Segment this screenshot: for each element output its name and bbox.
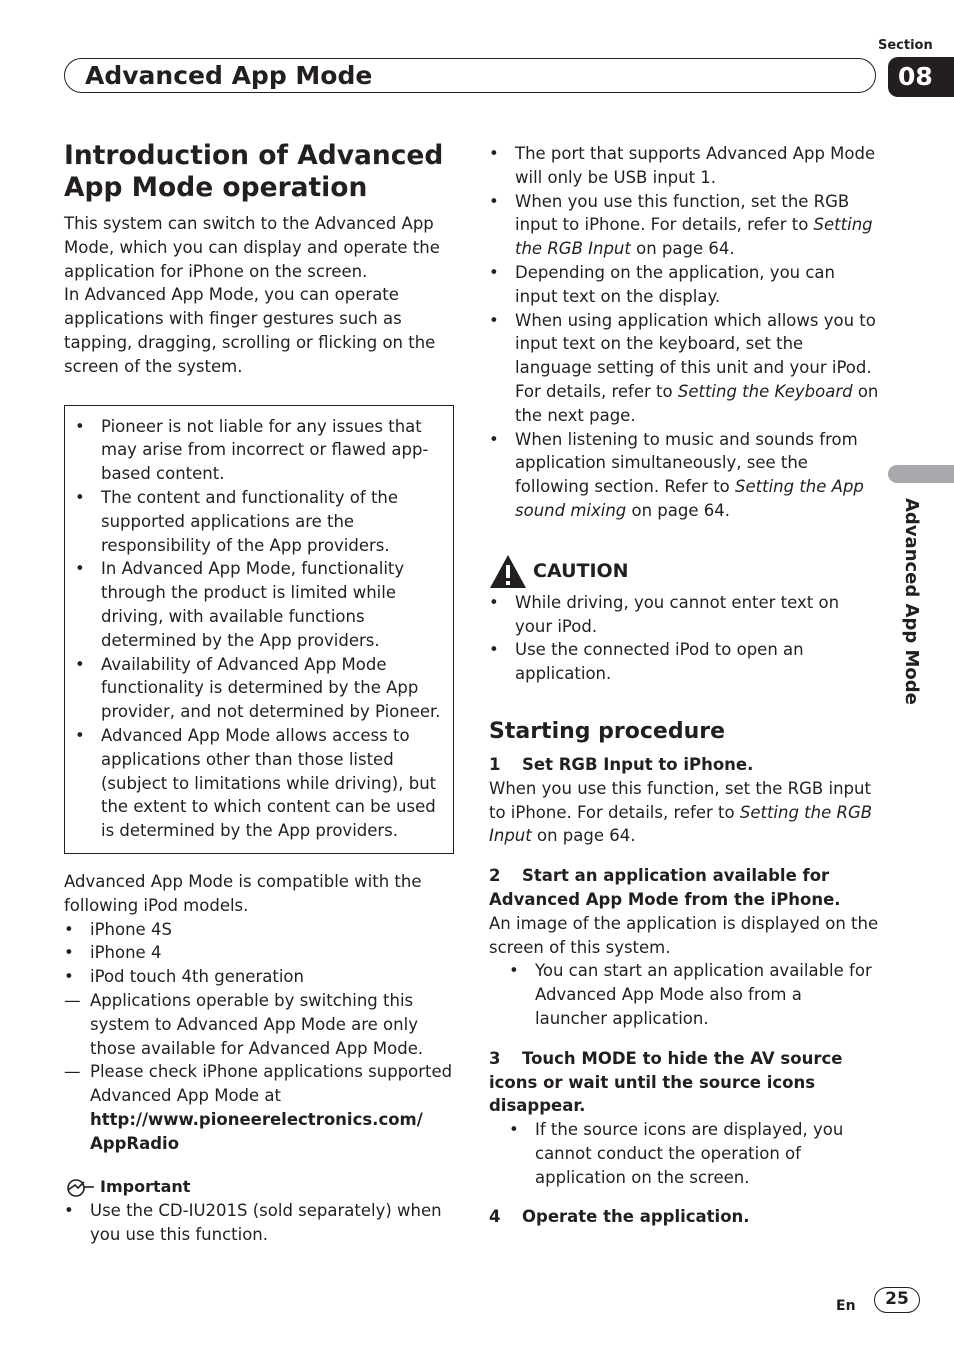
intro-paragraph-2: In Advanced App Mode, you can operate applications with finger gestures such as tapping, dragging, scrolling or flicking on the screen of the system. (64, 285, 436, 376)
caution-heading (489, 553, 879, 591)
step-heading (489, 864, 879, 912)
side-tab-marker (888, 465, 954, 483)
right-column (489, 142, 879, 1229)
note-text: When you use this function, set the RGB input to iPhone. For details, refer to (515, 191, 850, 235)
step-number: 4 (489, 1207, 501, 1227)
step-heading (489, 1047, 879, 1118)
side-tab-label: Advanced App Mode (901, 498, 922, 705)
model-item: • iPhone 4 (64, 941, 454, 965)
step-note: • You can start an application available for Advanced App Mode also from a launcher application. (509, 959, 879, 1030)
step-body-text: When you use this function, set the RGB input to iPhone. For details, refer to (489, 778, 871, 822)
header-title: Advanced App Mode (85, 61, 373, 90)
notice-item: • Availability of Advanced App Mode functionality is determined by the App provider, and not determined by Pioneer. (75, 653, 445, 724)
starting-procedure-title: Starting procedure (489, 718, 726, 744)
notice-item: • The content and functionality of the supported applications are the responsibility of the App providers. (75, 486, 445, 557)
step-heading-text: Operate the application. (522, 1207, 750, 1227)
notice-item: • Pioneer is not liable for any issues that may arise from incorrect or flawed app-based content. (75, 415, 445, 486)
section-label: Section (878, 38, 933, 53)
important-heading (64, 1175, 454, 1199)
note-bullet (489, 309, 879, 428)
model-item: • iPod touch 4th generation (64, 965, 454, 989)
note-text: on page 64. (626, 500, 731, 520)
step-body-text: on page 64. (531, 826, 636, 846)
note-text: When listening to music and sounds from application simultaneously, see the following section. Refer to (515, 429, 858, 497)
note-bullet (489, 428, 879, 523)
caution-label: CAUTION (533, 559, 629, 582)
notice-box (64, 405, 454, 854)
step-heading (489, 753, 879, 777)
note-text: on page 64. (630, 239, 735, 259)
cross-reference: Setting the App sound mixing (515, 477, 864, 520)
section-number-badge: 08 (888, 57, 954, 97)
notice-item: • In Advanced App Mode, functionality through the product is limited while driving, with available functions determined by the App providers. (75, 557, 445, 652)
step-body (489, 777, 879, 848)
step-heading-text: Start an application available for Advanced App Mode from the iPhone. (489, 866, 841, 909)
caution-item: • While driving, you cannot enter text on your iPod. (489, 591, 879, 639)
note-bullet: • The port that supports Advanced App Mode will only be USB input 1. (489, 142, 879, 190)
appradio-url-link[interactable]: http://www.pioneerelectronics.com/AppRadio (90, 1109, 423, 1153)
header-bar (64, 58, 876, 93)
warning-triangle-icon (489, 554, 527, 590)
page-number: 25 (874, 1287, 920, 1313)
intro-paragraph-1: This system can switch to the Advanced App Mode, which you can display and operate the application for iPhone on the screen. (64, 214, 440, 281)
note-bullet (489, 190, 879, 261)
step-note-wrap (489, 1118, 879, 1189)
step-body: An image of the application is displayed on the screen of this system. (489, 913, 879, 957)
cross-reference: Setting the RGB Input (515, 215, 873, 259)
cross-reference: Setting the Keyboard (677, 381, 853, 401)
step-heading (489, 1205, 879, 1229)
cross-reference: Setting the RGB Input (489, 802, 873, 846)
dash-note-2-text: Please check iPhone applications supported Advanced App Mode at (90, 1062, 453, 1106)
note-text: When using application which allows you to input text on the keyboard, set the language setting of this unit and your iPod. For details, refer to (515, 310, 876, 401)
important-label: Important (100, 1177, 191, 1197)
step-note-wrap (489, 959, 879, 1030)
left-column (64, 140, 454, 1247)
dash-note-1: — Applications operable by switching this system to Advanced App Mode are only those available for Advanced App Mode. (64, 989, 454, 1060)
caution-item: • Use the connected iPod to open an application. (489, 638, 879, 686)
notice-item: • Advanced App Mode allows access to applications other than those listed (subject to limitations while driving), but the extent to which content can be used is determined by the App providers. (75, 724, 445, 843)
step-heading-text: Set RGB Input to iPhone. (522, 754, 754, 774)
step-number: 3 (489, 1048, 501, 1068)
step-note: • If the source icons are displayed, you cannot conduct the operation of application on the screen. (509, 1118, 879, 1189)
dash-note-2 (64, 1060, 454, 1155)
step-number: 1 (489, 754, 501, 774)
step-heading-text: Touch MODE to hide the AV source icons or wait until the source icons disappear. (489, 1048, 843, 1116)
important-icon (64, 1176, 96, 1198)
compatibility-intro: Advanced App Mode is compatible with the following iPod models. (64, 871, 422, 915)
step-number: 2 (489, 866, 501, 886)
note-bullet: • Depending on the application, you can input text on the display. (489, 261, 879, 309)
note-text: on the next page. (515, 381, 879, 425)
page-title: Introduction of Advanced App Mode operation (64, 140, 444, 203)
footer-language: En (836, 1298, 856, 1314)
model-item: • iPhone 4S (64, 918, 454, 942)
important-item: • Use the CD-IU201S (sold separately) when you use this function. (64, 1199, 454, 1247)
